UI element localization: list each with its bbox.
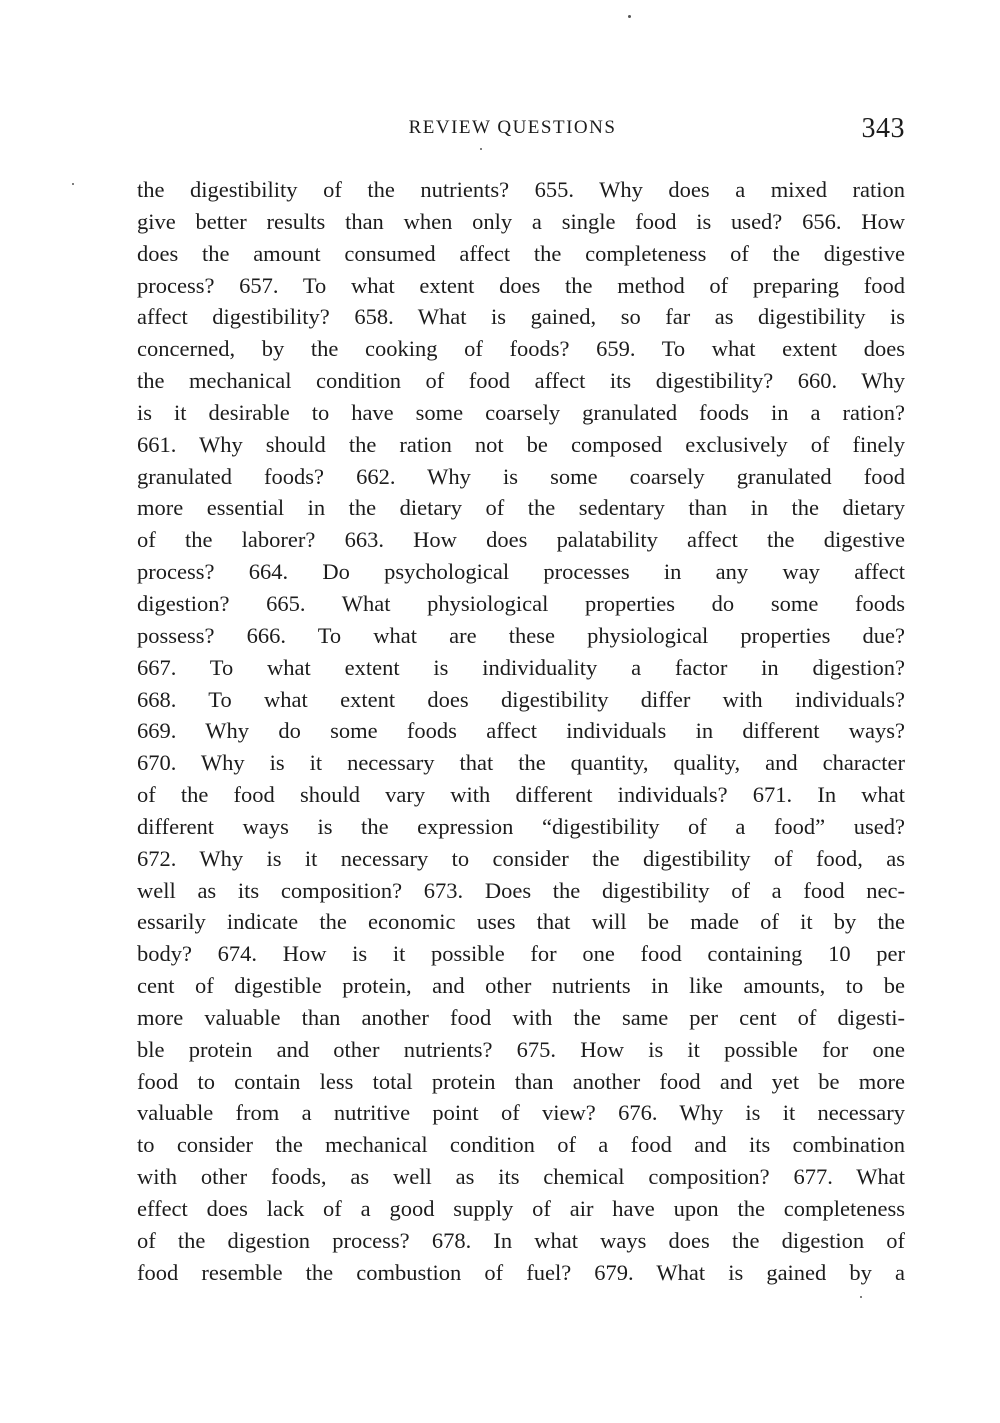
text-line: possess? 666. To what are these physiological properties due? [137, 622, 905, 648]
text-line: affect digestibility? 658. What is gained, so far as digestibility is [137, 304, 905, 330]
text-line: of the food should vary with different individuals? 671. In what [137, 782, 905, 808]
text-line: of the laborer? 663. How does palatability affect the digestive [137, 527, 905, 553]
text-line: more essential in the dietary of the sedentary than in the dietary [137, 495, 905, 521]
text-line: 670. Why is it necessary that the quantity, quality, and character [137, 750, 905, 776]
text-line: different ways is the expression “digestibility of a food” used? [137, 813, 905, 839]
text-line: cent of digestible protein, and other nutrients in like amounts, to be [137, 973, 905, 999]
text-line: essarily indicate the economic uses that will be made of it by the [137, 909, 905, 935]
body-text [137, 174, 905, 1289]
scan-speck [72, 183, 74, 185]
text-line: the digestibility of the nutrients? 655. Why does a mixed ration [137, 177, 905, 202]
text-line: food resemble the combustion of fuel? 679. What is gained by a [137, 1259, 905, 1285]
text-line: digestion? 665. What physiological properties do some foods [137, 590, 905, 616]
text-line: 661. Why should the ration not be composed exclusively of finely [137, 431, 905, 457]
text-line: 668. To what extent does digestibility differ with individuals? [137, 686, 905, 712]
running-head [137, 113, 905, 153]
text-line: body? 674. How is it possible for one food containing 10 per [137, 941, 905, 967]
text-line: does the amount consumed affect the completeness of the digestive [137, 240, 905, 266]
text-line: is it desirable to have some coarsely granulated foods in a ration? [137, 399, 905, 425]
text-line: more valuable than another food with the same per cent of digesti- [137, 1004, 905, 1030]
text-line: granulated foods? 662. Why is some coarsely granulated food [137, 463, 905, 489]
text-line: process? 657. To what extent does the method of preparing food [137, 272, 905, 298]
text-line: 667. To what extent is individuality a factor in digestion? [137, 654, 905, 680]
text-line: effect does lack of a good supply of air have upon the completeness [137, 1196, 905, 1221]
scan-speck [628, 15, 631, 18]
text-line: ble protein and other nutrients? 675. How is it possible for one [137, 1036, 905, 1062]
text-line: to consider the mechanical condition of a food and its combination [137, 1132, 905, 1158]
page-number: 343 [861, 113, 905, 144]
text-line: of the digestion process? 678. In what ways does the digestion of [137, 1227, 905, 1253]
text-line: 672. Why is it necessary to consider the digestibility of food, as [137, 845, 905, 871]
text-line: 669. Why do some foods affect individuals in different ways? [137, 718, 905, 744]
text-line: concerned, by the cooking of foods? 659. To what extent does [137, 336, 905, 362]
text-line: process? 664. Do psychological processes in any way affect [137, 559, 905, 585]
text-line: with other foods, as well as its chemical composition? 677. What [137, 1164, 905, 1190]
text-line: the mechanical condition of food affect its digestibility? 660. Why [137, 368, 905, 394]
scan-speck [860, 1296, 862, 1298]
text-line: give better results than when only a single food is used? 656. How [137, 208, 905, 234]
text-line: valuable from a nutritive point of view? 676. Why is it necessary [137, 1100, 905, 1126]
text-line: well as its composition? 673. Does the digestibility of a food nec- [137, 877, 905, 903]
text-line: food to contain less total protein than another food and yet be more [137, 1068, 905, 1094]
running-title: REVIEW QUESTIONS [408, 117, 617, 138]
